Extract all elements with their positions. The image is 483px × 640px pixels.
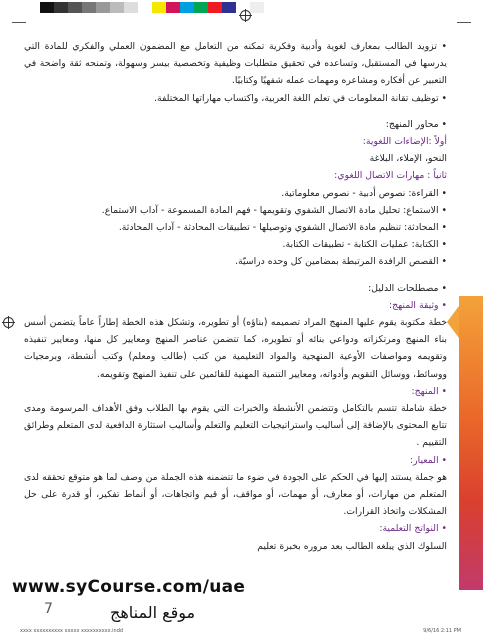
term-heading: • المنهج: (24, 383, 447, 400)
term-heading: • المعيار: (24, 452, 447, 469)
skill-item: • القراءة: نصوص أدبية - نصوص معلوماتية. (24, 185, 447, 202)
crop-mark (457, 22, 471, 23)
document-body (24, 38, 447, 555)
skill-item: • الكتابة: عمليات الكتابة - تطبيقات الكتابة. (24, 236, 447, 253)
registration-mark-top (240, 10, 251, 21)
term-text: خطة شاملة تتسم بالتكامل وتتضمن الأنشطة والخبرات التي يقوم بها الطلاب وفق الأهداف المرسومة ومدى تتابع المحتوى بالإضافة إلى أساليب واستراتيجيات التعليم والتعلم وأساليب استثارة الدافعية لدى المتعلم وطرائق التقييم . (24, 403, 447, 449)
color-bar (40, 2, 264, 13)
color-swatch (166, 2, 180, 13)
decorative-side-band (459, 296, 483, 590)
color-swatch (152, 2, 166, 13)
color-swatch (96, 2, 110, 13)
skill-item: • الاستماع: تحليل مادة الاتصال الشفوي وتقويمها - فهم المادة المسموعة - آداب الاستماع. (24, 202, 447, 219)
color-swatch (222, 2, 236, 13)
watermark-arabic: موقع المناهج (110, 603, 196, 622)
color-swatch (194, 2, 208, 13)
term-heading: • النواتج التعلمية: (24, 520, 447, 537)
goal-item: • تزويد الطالب بمعارف لغوية وأدبية وفكرية تمكنه من التعامل مع المضمون العملي والفكري للمادة التي يدرسها في المستقبل، وتساعده في تحقيق متطلبات وظيفية وتخصصية بيسر وسهولة، وتمنحه ثقة واضحة في التعبير عن أفكاره ومشاعره ومهمات عمله شفهيًا وكتابيًا. (24, 38, 447, 90)
page-number: 7 (44, 601, 53, 617)
skill-item: • المحادثة: تنظيم مادة الاتصال الشفوي وتوصيلها - تطبيقات المحادثة - آداب المحادثة. (24, 219, 447, 236)
watermark-url: www.syCourse.com/uae (12, 577, 246, 597)
footer-timestamp: 9/6/16 2:11 PM (423, 628, 461, 634)
color-swatch (40, 2, 54, 13)
term-text: هو جملة يستند إليها في الحكم على الجودة في ضوء ما تتضمنه هذه الجملة من وصف لما هو متوقع تحققه لدى المتعلم من مهارات، أو معارف، أو مهمات، أو مواقف، أو قيم واتجاهات، أو أنماط تفكير، أو قدرة على حل المشكلات واتخاذ القرارات. (24, 471, 447, 518)
section-title-terms: • مصطلحات الدليل: (24, 280, 447, 297)
color-swatch (54, 2, 68, 13)
axes-first-heading: أولاً :الإضاءات اللغوية: (362, 136, 447, 148)
section-title-axes: • محاور المنهج: (24, 116, 447, 133)
term-text: السلوك الذي يبلغه الطالب بعد مروره بخبرة تعليم (257, 540, 447, 552)
color-swatch (82, 2, 96, 13)
term-text: خطة مكتوبة يقوم عليها المنهج المراد تصميمه (بناؤه) أو تطويره، وتشكل هذه الخطة إطاراً عاماً يتضمن أسس بناء المنهج ومرتكزاته ودواعي بنائه أو تطويره، كما تتضمن عناصر المنهج ومعايير كل منها، ومعايير تنفيذه وتقويمه ومواصفات الأوعية المنهجية والمواد التعليمية من كتب (طالب ومعلم) وكتب أنشطة، وبرمجيات ووسائط، ووسائل التقويم وأدواته، ومعايير التنمية المهنية للقائمين على تنفيذ المنهج وتقويمه. (24, 317, 447, 380)
axes-second-heading: ثانياً : مهارات الاتصال اللغوي: (334, 170, 447, 182)
color-swatch (208, 2, 222, 13)
term-heading: • وثيقة المنهج: (24, 297, 447, 314)
color-swatch (250, 2, 264, 13)
goal-item: • توظيف تقانة المعلومات في تعلم اللغة العربية، واكتساب مهاراتها المختلفة. (24, 90, 447, 107)
axes-first-items: النحو، الإملاء، البلاغة (369, 153, 447, 165)
skill-item: • القصص الرافدة المرتبطة بمضامين كل وحده دراسيّة. (24, 253, 447, 270)
color-swatch (138, 2, 152, 13)
crop-mark (12, 22, 26, 23)
color-swatch (180, 2, 194, 13)
color-swatch (124, 2, 138, 13)
color-swatch (110, 2, 124, 13)
color-swatch (68, 2, 82, 13)
registration-mark-left (3, 317, 14, 328)
footer-filename: xxxx xxxxxxxxxx xxxxx xxxxxxxxxx.indd (20, 628, 124, 634)
